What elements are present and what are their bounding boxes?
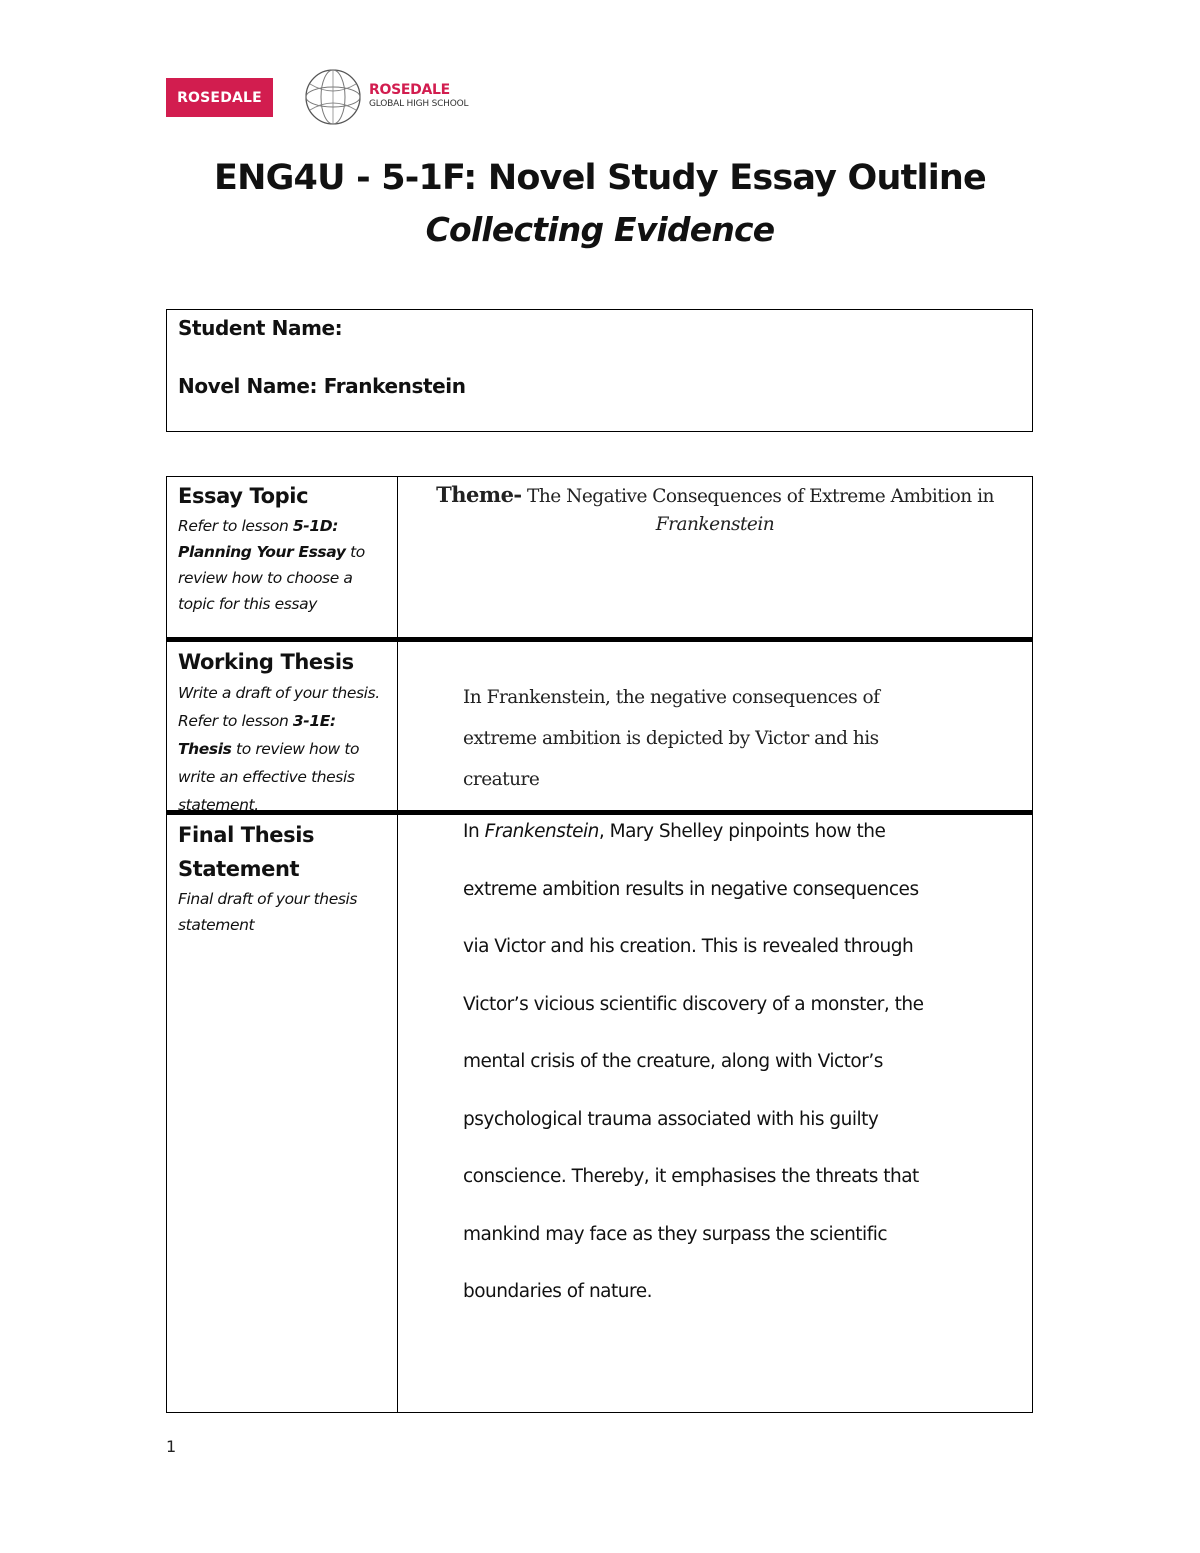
globe-logo-icon xyxy=(304,68,362,126)
document-title: ENG4U - 5-1F: Novel Study Essay Outline xyxy=(214,158,986,198)
essay-outline-table xyxy=(166,476,1033,1413)
working-thesis-note-text: Write a draft of your thesis. Refer to lesson xyxy=(178,684,380,730)
novel-name-value: Frankenstein xyxy=(323,374,466,398)
essay-topic-note xyxy=(178,513,390,617)
school-logo-subtitle: GLOBAL HIGH SCHOOL xyxy=(369,99,469,109)
final-thesis-line: extreme ambition results in negative consequences xyxy=(463,878,919,900)
final-thesis-line xyxy=(463,814,983,872)
final-thesis-lead: In xyxy=(463,821,480,842)
document-subtitle: Collecting Evidence xyxy=(425,210,775,249)
final-thesis-line: mental crisis of the creature, along with Victor’s xyxy=(463,1051,883,1072)
final-thesis-line-1-rest: , Mary Shelley pinpoints how the xyxy=(598,821,886,842)
final-thesis-novel-title: Frankenstein xyxy=(484,821,599,842)
page-number: 1 xyxy=(166,1437,177,1456)
theme-novel-title: Frankenstein xyxy=(655,514,775,535)
rosedale-logo xyxy=(166,78,273,117)
essay-topic-heading: Essay Topic xyxy=(178,484,309,508)
final-thesis-line: psychological trauma associated with his guilty xyxy=(463,1108,879,1130)
school-logo-name: ROSEDALE xyxy=(369,82,450,98)
essay-topic-lesson-ref: 5-1D: Planning Your Essay xyxy=(178,517,346,561)
working-thesis-note-text-2: to review how to write an effective thesis statement. xyxy=(178,740,360,814)
final-thesis-line: mankind may face as they surpass the scientific xyxy=(463,1223,888,1245)
final-thesis-heading: Final Thesis Statement xyxy=(178,823,315,881)
final-thesis-content xyxy=(463,814,983,1332)
rosedale-logo-text: ROSEDALE xyxy=(177,89,262,106)
student-name-label: Student Name: xyxy=(178,316,343,340)
working-thesis-content: In Frankenstein, the negative consequences of extreme ambition is depicted by Victor and his creature xyxy=(463,687,880,790)
final-thesis-label-cell xyxy=(178,818,390,938)
final-thesis-line: via Victor and his creation. This is revealed through xyxy=(463,936,914,957)
row-divider xyxy=(167,637,1032,642)
essay-topic-note-text-2: to review how to choose a topic for this essay xyxy=(178,543,365,613)
working-thesis-note xyxy=(178,679,390,819)
essay-topic-label-cell xyxy=(178,479,390,617)
novel-name-label: Novel Name: xyxy=(178,374,318,398)
working-thesis-lesson-ref: 3-1E: Thesis xyxy=(178,712,336,758)
final-thesis-line: conscience. Thereby, it emphasises the threats that xyxy=(463,1166,919,1187)
theme-label: Theme- xyxy=(436,482,522,507)
novel-name-line xyxy=(178,374,466,398)
column-divider xyxy=(397,477,398,1412)
theme-content xyxy=(398,481,1032,539)
working-thesis-label-cell xyxy=(178,645,390,819)
final-thesis-line: Victor’s vicious scientific discovery of a monster, the xyxy=(463,993,924,1015)
student-info-box xyxy=(166,309,1033,432)
working-thesis-heading: Working Thesis xyxy=(178,650,354,674)
essay-topic-note-text: Refer to lesson xyxy=(178,517,289,535)
final-thesis-line: boundaries of nature. xyxy=(463,1281,652,1302)
theme-text: The Negative Consequences of Extreme Ambition in xyxy=(527,486,994,507)
final-thesis-note: Final draft of your thesis statement xyxy=(178,890,358,934)
